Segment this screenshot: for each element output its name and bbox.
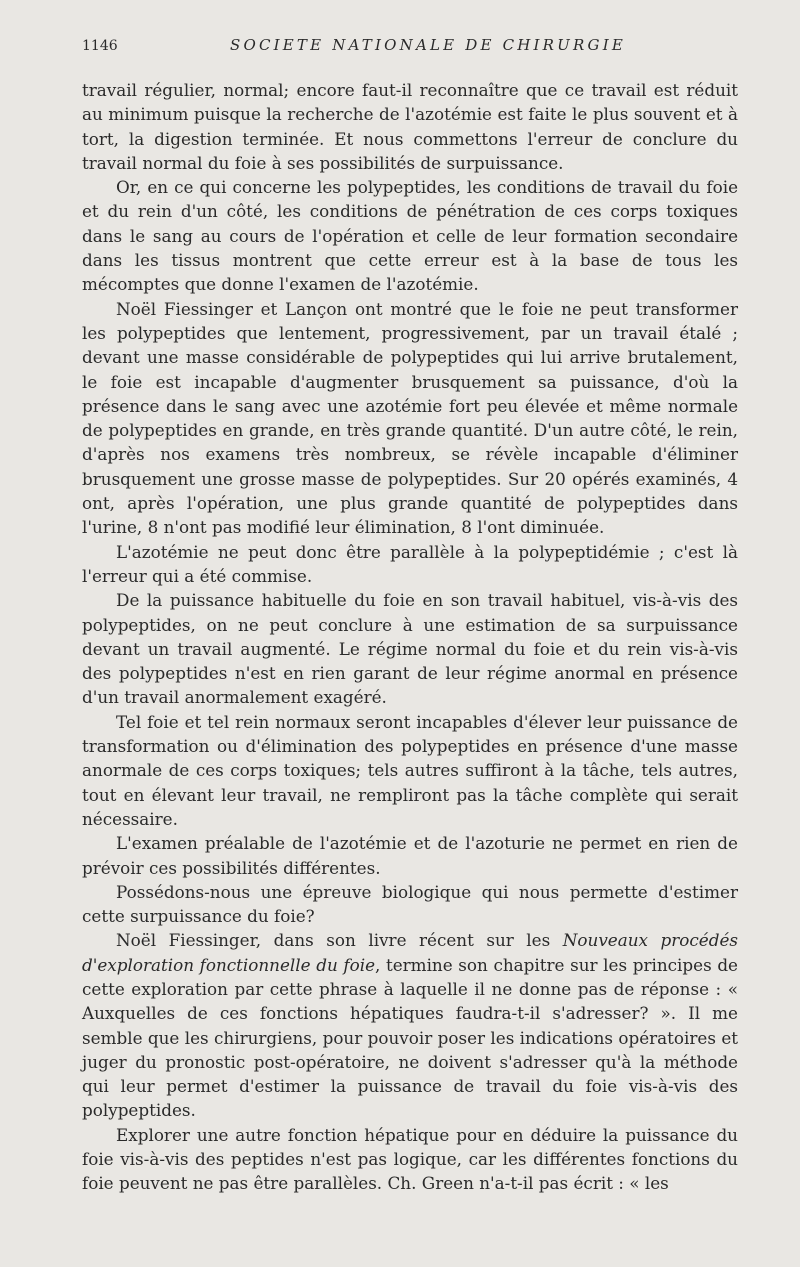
journal-title: SOCIETE NATIONALE DE CHIRURGIE [230, 36, 626, 54]
paragraph-text: Noël Fiessinger, dans son livre récent sur les [116, 930, 563, 951]
running-header [82, 36, 740, 58]
paragraph-text: , termine son chapitre sur les principes de cette exploration par cette phrase à laquelle il ne donne pas de réponse : « Auxquelles de ces fonctions hépatiques faudra-t-il s'adresser? ». Il me semble que les chirurgiens, pour pouvoir poser les indications opératoires et juger du pronostic post-opératoire, ne doivent s'adresser qu'à la méthode qui leur permet d'estimer la puissance de travail du foie vis-à-vis des polypeptides. [82, 954, 738, 1121]
paragraph: Noël Fiessinger et Lançon ont montré que le foie ne peut transformer les polypeptides que lentement, progressivement, par un travail étalé ; devant une masse considérable de polypeptides qui lui arrive brutalement, le foie est incapable d'augmenter brusquement sa puissance, d'où la présence dans le sang avec une azotémie fort peu élevée et même normale de polypeptides en grande, en très grande quantité. D'un autre côté, le rein, d'après nos examens très nombreux, se révèle incapable d'éliminer brusquement une grosse masse de polypeptides. Sur 20 opérés examinés, 4 ont, après l'opération, une plus grande quantité de polypeptides dans l'urine, 8 n'ont pas modifié leur élimination, 8 l'ont diminuée. [82, 298, 738, 538]
paragraph: L'examen préalable de l'azotémie et de l'azoturie ne permet en rien de prévoir ces possibilités différentes. [82, 833, 738, 878]
paragraph: travail régulier, normal; encore faut-il reconnaître que ce travail est réduit au minimum puisque la recherche de l'azotémie est faite le plus souvent et à tort, la digestion terminée. Et nous commettons l'erreur de conclure du travail normal du foie à ses possibilités de surpuissance. [82, 80, 738, 173]
paragraph-book-reference [82, 928, 738, 1122]
paragraph: Tel foie et tel rein normaux seront incapables d'élever leur puissance de transformation ou d'élimination des polypeptides en présence d'une masse anormale de ces corps toxiques; tels autres suffiront à la tâche, tels autres, tout en élevant leur travail, ne rempliront pas la tâche complète qui serait nécessaire. [82, 711, 738, 829]
paragraph: Or, en ce qui concerne les polypeptides, les conditions de travail du foie et du rein d'un côté, les conditions de pénétration de ces corps toxiques dans le sang au cours de l'opération et celle de leur formation secondaire dans les tissus montrent que cette erreur est à la base de tous les mécomptes que donne l'examen de l'azotémie. [82, 177, 738, 295]
page-number: 1146 [82, 38, 118, 54]
paragraph: Explorer une autre fonction hépatique pour en déduire la puissance du foie vis-à-vis des peptides n'est pas logique, car les différentes fonctions du foie peuvent ne pas être parallèles. Ch. Green n'a-t-il pas écrit : « les [82, 1124, 738, 1194]
paragraph: Possédons-nous une épreuve biologique qui nous permette d'estimer cette surpuissance du foie? [82, 881, 738, 927]
paragraph: L'azotémie ne peut donc être parallèle à la polypeptidémie ; c'est là l'erreur qui a été commise. [82, 541, 738, 586]
paragraph: De la puissance habituelle du foie en son travail habituel, vis-à-vis des polypeptides, on ne peut conclure à une estimation de sa surpuissance devant un travail augmenté. Le régime normal du foie et du rein vis-à-vis des polypeptides n'est en rien garant de leur régime anormal en présence d'un travail anormalement exagéré. [82, 590, 738, 708]
article-body [82, 78, 738, 1196]
book-title: Nouveaux procédés d'exploration fonctionnelle du foie [82, 930, 738, 975]
